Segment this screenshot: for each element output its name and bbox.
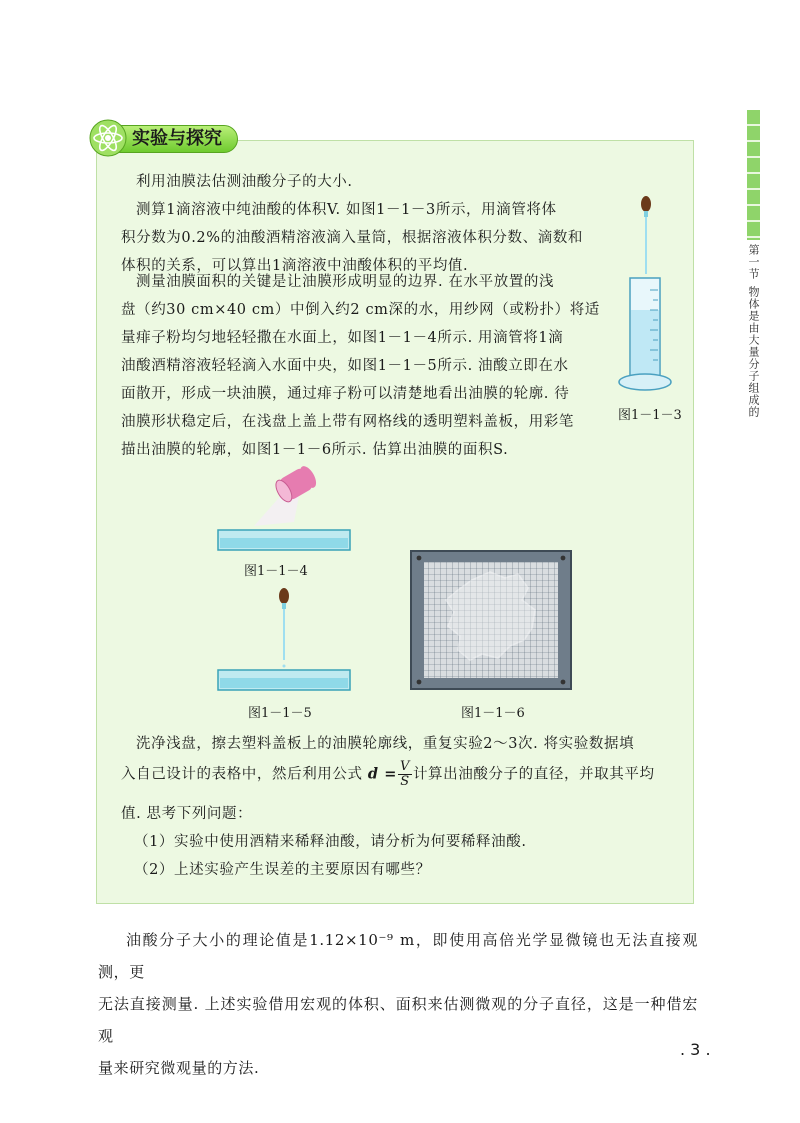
atom-icon <box>88 118 128 158</box>
question-item: （1）实验中使用酒精来稀释油酸，请分析为何要稀释油酸. <box>134 834 527 850</box>
paragraph-line: 无法直接测量. 上述实验借用宏观的体积、面积来估测微观的分子直径，这是一种借宏观 <box>98 995 698 1045</box>
chapter-side-label <box>747 244 761 418</box>
formula-lhs: d = <box>367 765 397 783</box>
figure-caption-1-1-4: 图1－1－4 <box>244 564 308 579</box>
conclusion-paragraph <box>98 924 698 1084</box>
paragraph-line: 油酸分子大小的理论值是1.12×10⁻⁹ m，即使用高倍光学显微镜也无法直接观测，更 <box>98 931 698 981</box>
grid-plate-figure <box>410 550 572 690</box>
page-number: . 3 . <box>680 1040 711 1059</box>
chapter-side-tab <box>747 110 760 240</box>
dropper-tray-figure <box>214 586 354 696</box>
formula-numerator: V <box>399 759 410 774</box>
section-number: 第一节 <box>747 244 760 280</box>
paragraph-line: 测算1滴溶液中纯油酸的体积V. 如图1－1－3所示，用滴管将体 <box>136 202 557 218</box>
paragraph-line: 盘（约30 cm×40 cm）中倒入约2 cm深的水，用纱网（或粉扑）将适 <box>121 302 600 318</box>
paragraph-line: 油酸酒精溶液轻轻滴入水面中央，如图1－1－5所示. 油酸立即在水 <box>121 358 569 374</box>
experiment-badge <box>88 118 240 158</box>
experiment-title: 利用油膜法估测油酸分子的大小. <box>136 174 353 190</box>
paragraph-line: 面散开，形成一块油膜，通过痱子粉可以清楚地看出油膜的轮廓. 待 <box>121 386 570 402</box>
badge-label: 实验与探究 <box>132 128 222 149</box>
paragraph-text: 计算出油酸分子的直径，并取其平均 <box>412 766 655 783</box>
section-title: 物体是由大量分子组成的 <box>747 286 760 418</box>
paragraph-line: 描出油膜的轮廓，如图1－1－6所示. 估算出油膜的面积S. <box>121 442 509 458</box>
paragraph-line: 积分数为0.2%的油酸酒精溶液滴入量筒，根据溶液体积分数、滴数和 <box>121 230 584 246</box>
paragraph-3-line-2 <box>121 760 681 800</box>
paragraph-3-line-1: 洗净浅盘，擦去塑料盖板上的油膜轮廓线，重复实验2～3次. 将实验数据填 <box>136 736 635 752</box>
powder-tray-figure <box>214 456 354 556</box>
paragraph-line: 量痱子粉均匀地轻轻撒在水面上，如图1－1－4所示. 用滴管将1滴 <box>121 330 564 346</box>
paragraph-3-line-3: 值. 思考下列问题： <box>121 806 253 822</box>
paragraph-2 <box>121 268 611 464</box>
formula-fraction <box>398 760 412 789</box>
paragraph-line: 测量油膜面积的关键是让油膜形成明显的边界. 在水平放置的浅 <box>136 274 555 290</box>
paragraph-text: 入自己设计的表格中，然后利用公式 <box>121 766 368 783</box>
question-item: （2）上述实验产生误差的主要原因有哪些？ <box>134 862 431 878</box>
figure-caption-1-1-6: 图1－1－6 <box>461 706 525 721</box>
graduated-cylinder-figure <box>612 192 688 402</box>
question-list <box>134 828 527 884</box>
paragraph-line: 油膜形状稳定后，在浅盘上盖上带有网格线的透明塑料盖板，用彩笔 <box>121 414 574 430</box>
figure-caption-1-1-3: 图1－1－3 <box>618 408 682 423</box>
figure-caption-1-1-5: 图1－1－5 <box>248 706 312 721</box>
paragraph-line: 体积的关系，可以算出1滴溶液中油酸体积的平均值. <box>121 258 469 274</box>
paragraph-line: 量来研究微观量的方法. <box>98 1059 260 1077</box>
formula-denominator: S <box>400 774 410 789</box>
